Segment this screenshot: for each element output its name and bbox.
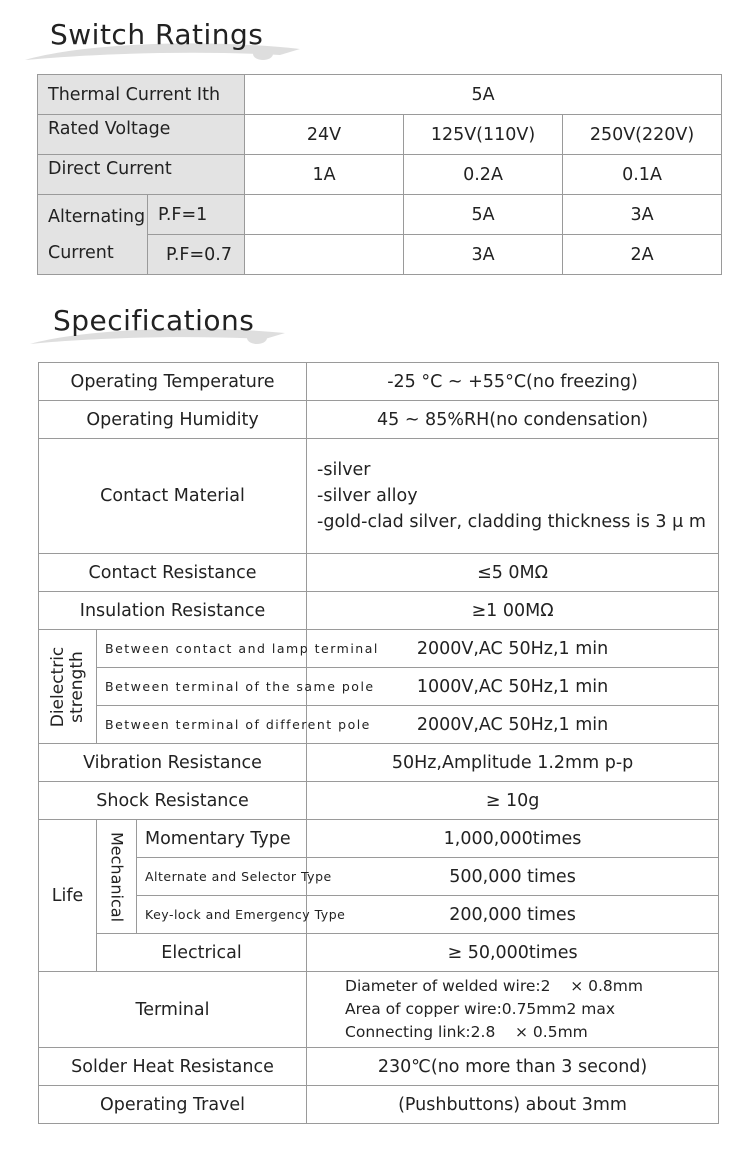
direct-current-label: Direct Current <box>38 155 245 195</box>
table-row <box>39 592 719 630</box>
table-row <box>39 820 719 858</box>
table-row <box>39 934 719 972</box>
dielectric-row-label: Between terminal of different pole <box>97 706 307 744</box>
pf07-cell: 2A <box>563 235 722 275</box>
dielectric-line-1: Dielectric <box>47 646 68 727</box>
spec-value: (Pushbuttons) about 3mm <box>307 1086 719 1124</box>
dc-cell: 0.2A <box>404 155 563 195</box>
spec-value: 50Hz,Amplitude 1.2mm p-p <box>307 744 719 782</box>
thermal-current-label: Thermal Current Ith <box>38 75 245 115</box>
dielectric-strength-label <box>39 630 97 744</box>
dielectric-row-label: Between contact and lamp terminal <box>97 630 307 668</box>
spec-value: ≤5 0MΩ <box>307 554 719 592</box>
table-row <box>39 439 719 554</box>
pf07-label: P.F=0.7 <box>148 235 245 275</box>
table-row <box>39 1048 719 1086</box>
mechanical-label-text: Mechanical <box>107 831 126 922</box>
spec-value: 230℃(no more than 3 second) <box>307 1048 719 1086</box>
spec-label: Vibration Resistance <box>39 744 307 782</box>
table-row <box>38 75 722 115</box>
spec-label: Contact Resistance <box>39 554 307 592</box>
pf07-cell <box>245 235 404 275</box>
life-row-value: ≥ 50,000times <box>307 934 719 972</box>
specifications-title: Specifications <box>53 304 255 337</box>
pf1-cell <box>245 195 404 235</box>
spec-label: Operating Temperature <box>39 363 307 401</box>
table-row <box>39 554 719 592</box>
specifications-heading <box>0 300 320 350</box>
pf1-cell: 5A <box>404 195 563 235</box>
spec-value: 45 ~ 85%RH(no condensation) <box>307 401 719 439</box>
spec-label: Operating Travel <box>39 1086 307 1124</box>
switch-ratings-heading <box>0 14 320 64</box>
ac-label-line-1: Alternating <box>48 206 146 227</box>
spec-label: Contact Material <box>39 439 307 554</box>
life-row-label: Electrical <box>97 934 307 972</box>
table-row <box>38 195 722 235</box>
table-row <box>38 155 722 195</box>
spec-label: Operating Humidity <box>39 401 307 439</box>
thermal-current-value: 5A <box>245 75 722 115</box>
pf07-cell: 3A <box>404 235 563 275</box>
switch-ratings-title: Switch Ratings <box>50 18 264 51</box>
spec-value: -25 °C ~ +55°C(no freezing) <box>307 363 719 401</box>
table-row <box>38 115 722 155</box>
table-row <box>39 706 719 744</box>
mechanical-label <box>97 820 137 934</box>
life-row-value: 200,000 times <box>307 896 719 934</box>
table-row <box>39 1086 719 1124</box>
life-label: Life <box>39 820 97 972</box>
table-row <box>39 782 719 820</box>
life-row-label: Alternate and Selector Type <box>137 858 307 896</box>
dielectric-row-value: 2000V,AC 50Hz,1 min <box>307 706 719 744</box>
spec-label: Solder Heat Resistance <box>39 1048 307 1086</box>
life-row-label: Key-lock and Emergency Type <box>137 896 307 934</box>
table-row <box>39 858 719 896</box>
pf1-cell: 3A <box>563 195 722 235</box>
table-row <box>39 401 719 439</box>
rated-voltage-label: Rated Voltage <box>38 115 245 155</box>
spec-label: Terminal <box>39 972 307 1048</box>
terminal-line: Area of copper wire:0.75mm2 max <box>345 1000 616 1018</box>
table-row <box>39 630 719 668</box>
life-row-value: 1,000,000times <box>307 820 719 858</box>
spec-label: Insulation Resistance <box>39 592 307 630</box>
dielectric-line-2: strength <box>66 650 87 723</box>
dielectric-row-label: Between terminal of the same pole <box>97 668 307 706</box>
table-row <box>39 668 719 706</box>
specifications-table <box>38 362 719 1124</box>
table-row <box>39 363 719 401</box>
voltage-cell: 125V(110V) <box>404 115 563 155</box>
pf1-label: P.F=1 <box>148 195 245 235</box>
dc-cell: 1A <box>245 155 404 195</box>
life-row-value: 500,000 times <box>307 858 719 896</box>
alternating-current-label <box>38 195 148 275</box>
terminal-values <box>307 972 719 1048</box>
contact-material-values <box>307 439 719 554</box>
table-row <box>39 744 719 782</box>
contact-material-line: -silver <box>317 460 371 480</box>
terminal-line: Connecting link:2.8 × 0.5mm <box>345 1023 588 1041</box>
contact-material-line: -gold-clad silver, cladding thickness is 3 μ m <box>317 512 706 532</box>
table-row <box>39 972 719 1048</box>
switch-ratings-table <box>37 74 722 275</box>
terminal-line: Diameter of welded wire:2 × 0.8mm <box>345 977 643 995</box>
spec-value: ≥1 00MΩ <box>307 592 719 630</box>
contact-material-line: -silver alloy <box>317 486 418 506</box>
dielectric-row-value: 1000V,AC 50Hz,1 min <box>307 668 719 706</box>
ac-label-line-2: Current <box>48 242 114 263</box>
spec-value: ≥ 10g <box>307 782 719 820</box>
dielectric-row-value: 2000V,AC 50Hz,1 min <box>307 630 719 668</box>
life-row-label: Momentary Type <box>137 820 307 858</box>
dc-cell: 0.1A <box>563 155 722 195</box>
table-row <box>39 896 719 934</box>
spec-label: Shock Resistance <box>39 782 307 820</box>
voltage-cell: 24V <box>245 115 404 155</box>
voltage-cell: 250V(220V) <box>563 115 722 155</box>
